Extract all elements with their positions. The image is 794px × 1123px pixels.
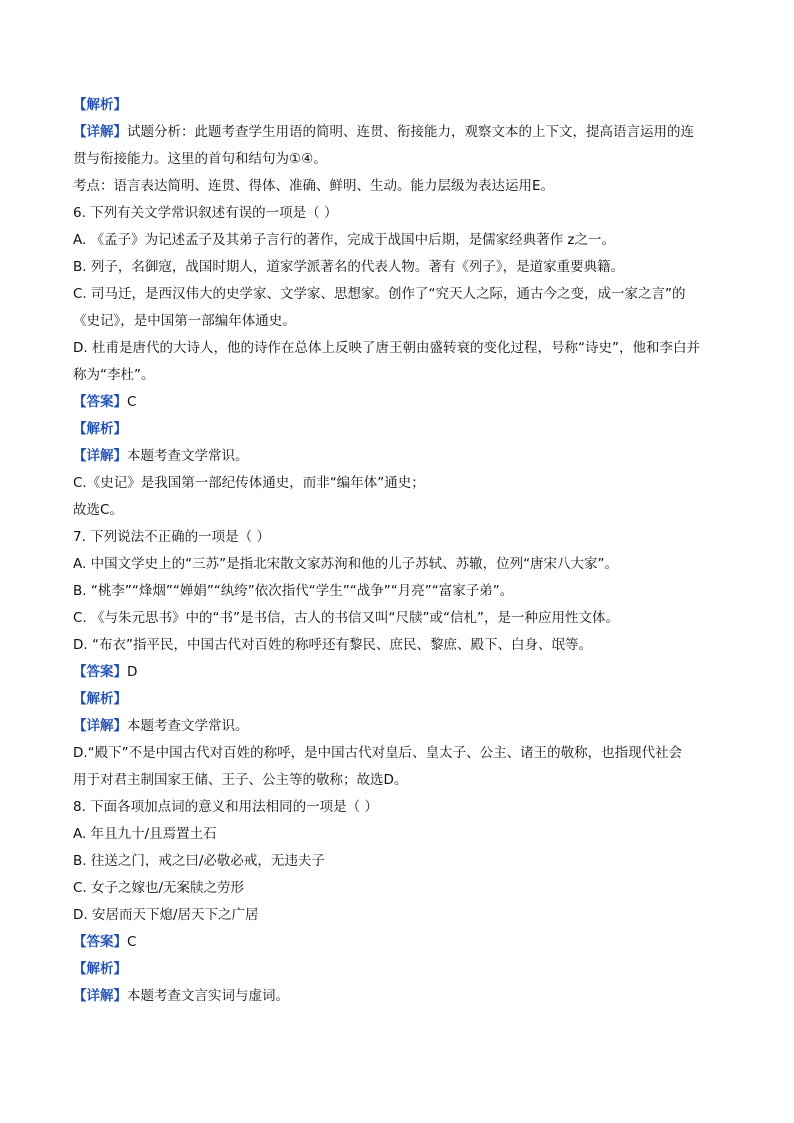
answer-value: C: [127, 394, 137, 410]
question-7: 7. 下列说法不正确的一项是（ ）: [73, 529, 270, 545]
option-a: A. 年且九十/且焉置土石: [73, 826, 217, 842]
answer-tag: 【答案】: [73, 664, 127, 680]
analysis-heading: 【解析】: [73, 421, 127, 437]
text-line: [73, 123, 723, 141]
text-line: D.“殿下”不是中国古代对百姓的称呼，是中国古代对皇后、皇太子、公主、诸王的敬称，也指现代社会: [73, 745, 683, 761]
detail-tag: 【详解】: [73, 988, 127, 1004]
text-line: 考点：语言表达简明、连贯、得体、准确、鲜明、生动。能力层级为表达运用E。: [73, 178, 555, 194]
answer-value: C: [127, 934, 137, 950]
option-d: D. 安居而天下熄/居天下之广居: [73, 907, 259, 923]
text-line: [73, 447, 723, 465]
analysis-heading: 【解析】: [73, 961, 127, 977]
text-line: C.《史记》是我国第一部纪传体通史，而非“编年体”通史；: [73, 475, 425, 491]
answer-tag: 【答案】: [73, 394, 127, 410]
question-8: 8. 下面各项加点词的意义和用法相同的一项是（ ）: [73, 799, 378, 815]
answer-line: [73, 393, 723, 411]
answer-line: [73, 663, 723, 681]
option-a: A. 中国文学史上的“三苏”是指北宋散文家苏洵和他的儿子苏轼、苏辙，位列“唐宋八大家”。: [73, 556, 619, 572]
text-line: 用于对君主制国家王储、王子、公主等的敬称；故选D。: [73, 772, 408, 788]
option-d: D. “布衣”指平民，中国古代对百姓的称呼还有黎民、庶民、黎庶、殿下、白身、氓等。: [73, 637, 592, 653]
option-b: B. “桃李”“烽烟”“婵娟”“纨绔”依次指代“学生”“战争”“月亮”“富家子弟”。: [73, 583, 514, 599]
answer-value: D: [127, 664, 138, 680]
option-b: B. 列子，名御寇，战国时期人，道家学派著名的代表人物。著有《列子》，是道家重要典籍。: [73, 259, 625, 275]
text-line: 《史记》，是中国第一部编年体通史。: [73, 313, 296, 329]
question-6: 6. 下列有关文学常识叙述有误的一项是（ ）: [73, 205, 338, 221]
text-span: 本题考查文言实词与虚词。: [127, 988, 289, 1004]
text-line: [73, 717, 723, 735]
text-span: 试题分析：此题考查学生用语的简明、连贯、衔接能力，观察文本的上下文，提高语言运用的连: [127, 124, 694, 140]
detail-tag: 【详解】: [73, 448, 127, 464]
detail-tag: 【详解】: [73, 718, 127, 734]
option-c: C. 《与朱元思书》中的“书”是书信，古人的书信又叫“尺牍”或“信札”，是一种应用性文体。: [73, 610, 619, 626]
text-span: 本题考查文学常识。: [127, 448, 249, 464]
text-line: 贯与衔接能力。这里的首句和结句为①④。: [73, 151, 327, 167]
option-c: C. 女子之嫁也/无案牍之劳形: [73, 880, 245, 896]
option-d: D. 杜甫是唐代的大诗人，他的诗作在总体上反映了唐王朝由盛转衰的变化过程，号称“诗史”，他和李白并: [73, 340, 700, 356]
analysis-heading: 【解析】: [73, 691, 127, 707]
option-a: A. 《孟子》为记述孟子及其弟子言行的著作，完成于战国中后期，是儒家经典著作 z之一。: [73, 232, 615, 248]
detail-tag: 【详解】: [73, 124, 127, 140]
option-b: B. 往送之门，戒之曰/必敬必戒，无违夫子: [73, 853, 325, 869]
answer-tag: 【答案】: [73, 934, 127, 950]
text-line: 称为“李杜”。: [73, 367, 155, 383]
analysis-heading: 【解析】: [73, 97, 127, 113]
option-c: C. 司马迁，是西汉伟大的史学家、文学家、思想家。创作了“究天人之际，通古今之变，成一家之言”的: [73, 286, 686, 302]
text-line: 故选C。: [73, 502, 123, 518]
text-line: [73, 987, 723, 1005]
text-span: 本题考查文学常识。: [127, 718, 249, 734]
answer-line: [73, 933, 723, 951]
